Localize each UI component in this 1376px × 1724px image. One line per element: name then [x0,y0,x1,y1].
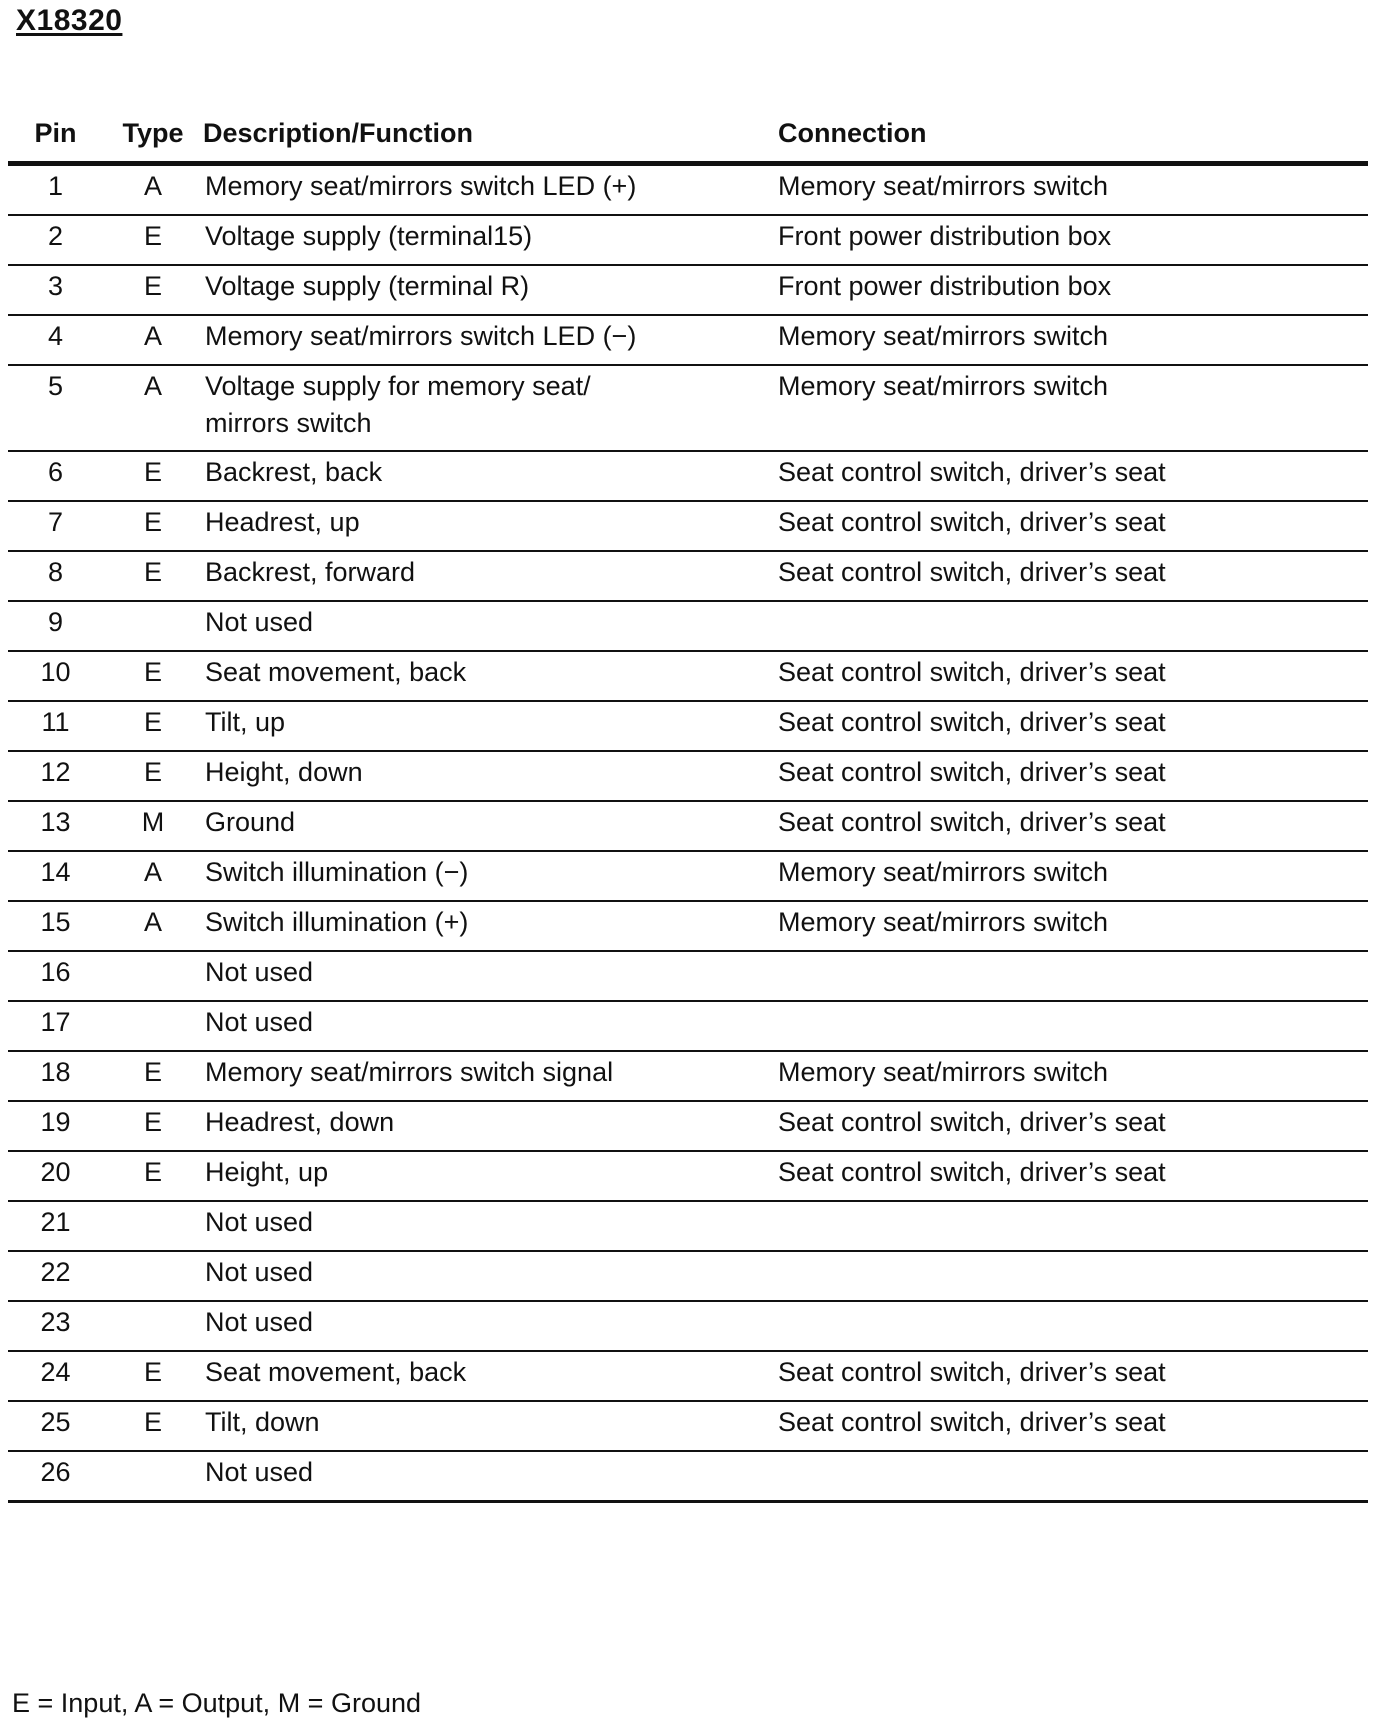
pin-type [103,1251,203,1301]
table-row [8,1151,1368,1201]
table-row [8,1351,1368,1401]
column-header-type: Type [103,110,203,164]
pin-description: Backrest, forward [203,551,778,601]
pin-connection [778,1001,1368,1051]
pin-type [103,601,203,651]
table-row [8,1101,1368,1151]
pin-number: 21 [8,1201,103,1251]
pin-number: 3 [8,265,103,315]
table-row [8,315,1368,365]
pin-number: 17 [8,1001,103,1051]
pin-type: E [103,1401,203,1451]
pin-description: Switch illumination (−) [203,851,778,901]
pin-connection: Seat control switch, driver’s seat [778,701,1368,751]
pin-description: Headrest, up [203,501,778,551]
table-row [8,365,1368,451]
pin-connection: Memory seat/mirrors switch [778,901,1368,951]
type-legend: E = Input, A = Output, M = Ground [12,1688,422,1718]
pin-type: E [103,701,203,751]
pin-type [103,1301,203,1351]
pin-description: Backrest, back [203,451,778,501]
column-header-pin: Pin [8,110,103,164]
pin-number: 8 [8,551,103,601]
table-row [8,1401,1368,1451]
pin-description: Height, up [203,1151,778,1201]
pin-type [103,1201,203,1251]
pin-connection: Memory seat/mirrors switch [778,315,1368,365]
pin-type: E [103,651,203,701]
pin-connection: Seat control switch, driver’s seat [778,551,1368,601]
pin-number: 24 [8,1351,103,1401]
pin-description: Voltage supply (terminal R) [203,265,778,315]
pin-number: 2 [8,215,103,265]
pin-description: Not used [203,951,778,1001]
pin-description: Not used [203,1451,778,1502]
pin-description: Not used [203,1001,778,1051]
pin-connection [778,601,1368,651]
pin-description: Not used [203,1251,778,1301]
pin-type [103,951,203,1001]
table-row [8,215,1368,265]
pin-type [103,1451,203,1502]
table-row [8,801,1368,851]
pin-type [103,1001,203,1051]
pin-connection [778,1451,1368,1502]
table-row [8,751,1368,801]
pin-type: E [103,751,203,801]
pin-type: A [103,315,203,365]
pin-number: 14 [8,851,103,901]
table-row [8,701,1368,751]
pin-number: 4 [8,315,103,365]
pin-description: Memory seat/mirrors switch signal [203,1051,778,1101]
pin-connection [778,1251,1368,1301]
pin-type: A [103,164,203,216]
pin-connection: Seat control switch, driver’s seat [778,751,1368,801]
pin-description: Memory seat/mirrors switch LED (+) [203,164,778,216]
pin-description: Tilt, up [203,701,778,751]
column-header-connection: Connection [778,110,1368,164]
pin-number: 15 [8,901,103,951]
pin-number: 20 [8,1151,103,1201]
pin-connection: Memory seat/mirrors switch [778,851,1368,901]
pin-type: E [103,451,203,501]
pin-connection: Seat control switch, driver’s seat [778,651,1368,701]
pin-number: 22 [8,1251,103,1301]
pin-type: E [103,1351,203,1401]
pin-description: Ground [203,801,778,851]
table-row [8,651,1368,701]
table-header-row [8,110,1368,164]
pin-connection: Seat control switch, driver’s seat [778,501,1368,551]
pin-connection [778,951,1368,1001]
table-row [8,1251,1368,1301]
table-row [8,601,1368,651]
pin-description: Seat movement, back [203,1351,778,1401]
table-row [8,951,1368,1001]
pin-connection: Seat control switch, driver’s seat [778,1101,1368,1151]
column-header-description: Description/Function [203,110,778,164]
table-row [8,1451,1368,1502]
table-row [8,1301,1368,1351]
pin-description: Seat movement, back [203,651,778,701]
pin-connection: Front power distribution box [778,265,1368,315]
pin-connection: Seat control switch, driver’s seat [778,1151,1368,1201]
table-row [8,1051,1368,1101]
pin-connection: Seat control switch, driver’s seat [778,801,1368,851]
pin-description: Voltage supply (terminal15) [203,215,778,265]
pin-number: 26 [8,1451,103,1502]
table-body [8,164,1368,1502]
pin-connection: Memory seat/mirrors switch [778,365,1368,451]
pin-type: A [103,901,203,951]
pin-description: Not used [203,1301,778,1351]
table-row [8,1201,1368,1251]
pin-number: 11 [8,701,103,751]
table-row [8,851,1368,901]
pin-connection [778,1201,1368,1251]
table-row [8,265,1368,315]
pin-number: 7 [8,501,103,551]
pin-description: Switch illumination (+) [203,901,778,951]
pin-description: Memory seat/mirrors switch LED (−) [203,315,778,365]
pin-type: M [103,801,203,851]
pin-number: 1 [8,164,103,216]
pin-description: Tilt, down [203,1401,778,1451]
table-row [8,501,1368,551]
pin-assignment-table [8,110,1368,1503]
table-row [8,451,1368,501]
pin-number: 23 [8,1301,103,1351]
pin-connection: Front power distribution box [778,215,1368,265]
pin-number: 16 [8,951,103,1001]
pin-number: 25 [8,1401,103,1451]
pin-number: 12 [8,751,103,801]
pin-description: Headrest, down [203,1101,778,1151]
pin-connection: Seat control switch, driver’s seat [778,1351,1368,1401]
pin-number: 5 [8,365,103,451]
pin-type: E [103,551,203,601]
table-row [8,1001,1368,1051]
pin-type: E [103,1151,203,1201]
pin-connection: Seat control switch, driver’s seat [778,451,1368,501]
pin-type: E [103,265,203,315]
pin-number: 13 [8,801,103,851]
pin-type: E [103,215,203,265]
pin-type: E [103,501,203,551]
pin-number: 10 [8,651,103,701]
pin-description: Height, down [203,751,778,801]
pin-description: Voltage supply for memory seat/ mirrors switch [203,365,778,451]
connector-title: X18320 [16,4,123,37]
pin-number: 19 [8,1101,103,1151]
pin-connection: Memory seat/mirrors switch [778,164,1368,216]
table-row [8,901,1368,951]
pin-connection [778,1301,1368,1351]
pin-type: A [103,365,203,451]
pin-connection: Seat control switch, driver’s seat [778,1401,1368,1451]
pin-number: 18 [8,1051,103,1101]
table-row [8,164,1368,216]
pin-number: 9 [8,601,103,651]
pin-connection: Memory seat/mirrors switch [778,1051,1368,1101]
pin-type: E [103,1101,203,1151]
table-row [8,551,1368,601]
pin-description: Not used [203,1201,778,1251]
pin-type: A [103,851,203,901]
pin-type: E [103,1051,203,1101]
pin-description: Not used [203,601,778,651]
pin-number: 6 [8,451,103,501]
